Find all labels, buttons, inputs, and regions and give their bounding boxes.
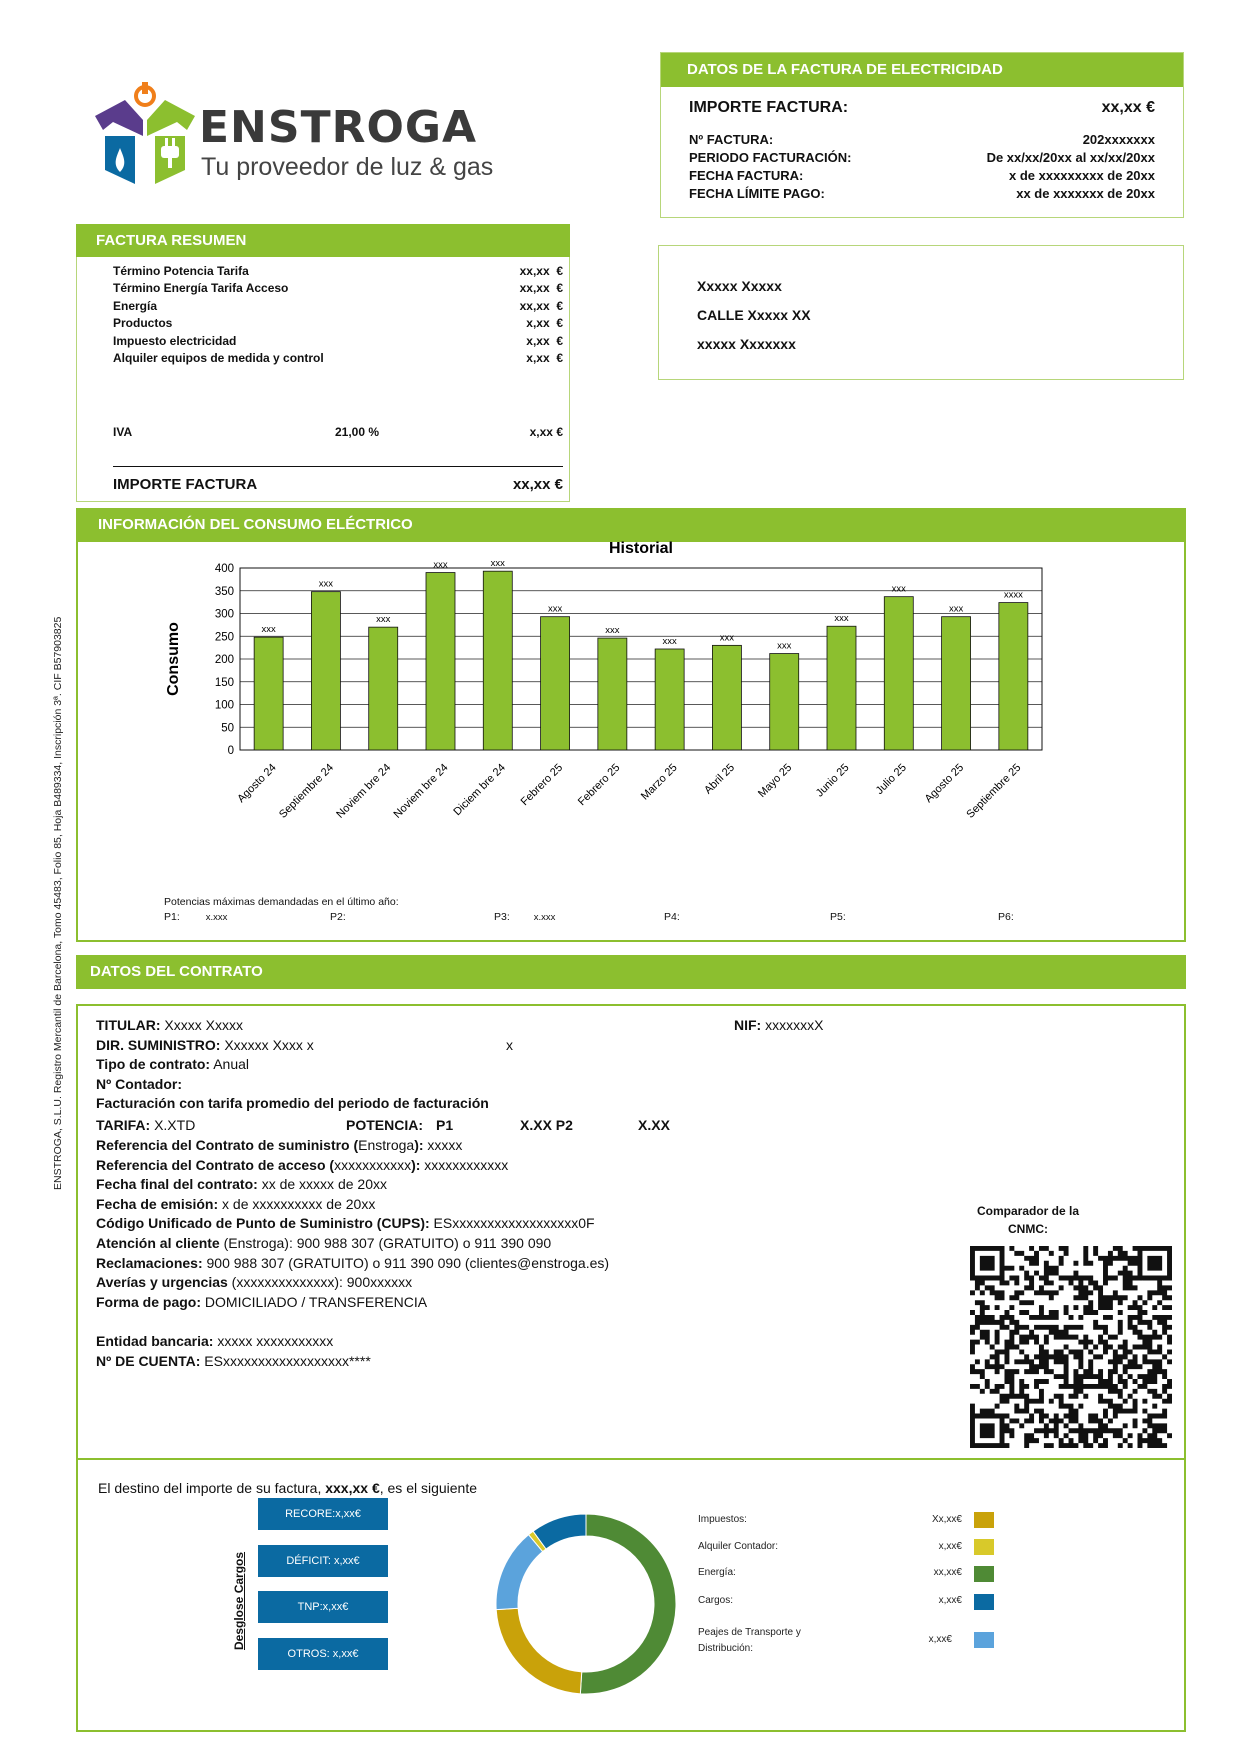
contract-header: DATOS DEL CONTRATO <box>76 955 1186 989</box>
femi-value: x de xxxxxxxxxx de 20xx <box>218 1195 376 1212</box>
contract-entidad <box>96 1332 816 1352</box>
legend-energia-swatch <box>974 1566 994 1582</box>
contract-contador <box>96 1075 816 1095</box>
cups-label: Código Unificado de Punto de Suministro (CUPS): <box>96 1215 430 1232</box>
chart-bar <box>712 645 741 750</box>
legend-peajes-label-line2: Distribución: <box>698 1643 754 1654</box>
consumption-panel <box>76 508 1186 942</box>
chart-data-label: xxx <box>834 613 849 625</box>
potencias-title: Potencias máximas demandadas en el último año: <box>164 896 399 908</box>
importe-label: IMPORTE FACTURA: <box>689 99 849 116</box>
chart-category-label: Febrero 25 <box>518 761 566 809</box>
chart-bar <box>311 592 340 750</box>
legend-energia-value: xx,xx€ <box>933 1567 962 1578</box>
chart-bar <box>942 617 971 750</box>
ffin-value: xx de xxxxx de 20xx <box>257 1176 387 1193</box>
chart-category-label: Agosto 25 <box>922 761 967 806</box>
legend-peajes-label <box>698 1625 801 1657</box>
summary-item-value: xx,xx € <box>519 264 563 278</box>
ref-sum-value: xxxxx <box>423 1136 463 1153</box>
atencion-label: Atención al cliente <box>96 1234 220 1251</box>
invoice-row <box>689 131 1155 149</box>
cnmc-label <box>958 1202 1098 1238</box>
chart-bar <box>655 649 684 750</box>
atencion-value: (Enstroga): 900 988 307 (GRATUITO) o 911 390 090 <box>219 1234 552 1251</box>
summary-total <box>113 476 563 493</box>
chart-category-label: Noviem bre 24 <box>334 761 394 821</box>
destino-text-post: , es el siguiente <box>379 1480 478 1496</box>
summary-item-label: Energía <box>113 298 158 313</box>
donut-segment <box>496 1535 543 1610</box>
destino-amount: xxx,xx € <box>325 1480 380 1496</box>
contract-reclamaciones <box>96 1254 816 1274</box>
chart-ytick-label: 50 <box>221 722 234 735</box>
nif-value: xxxxxxxX <box>761 1017 824 1033</box>
pago-value: DOMICILIADO / TRANSFERENCIA <box>201 1293 428 1310</box>
summary-item-label: Alquiler equipos de medida y control <box>113 351 324 366</box>
summary-item <box>113 315 563 332</box>
legend-cargos-swatch <box>974 1594 994 1610</box>
chart-bar <box>254 637 283 750</box>
chart-category-label: Septiembre 25 <box>964 761 1024 821</box>
contract-ref-suministro <box>96 1136 816 1156</box>
chart-ytick-label: 350 <box>214 585 234 598</box>
chart-data-label: xxx <box>948 603 964 615</box>
averias-value: (xxxxxxxxxxxxxx): 900xxxxxx <box>227 1274 413 1291</box>
tarifa-value: X.XTD <box>150 1116 196 1133</box>
chart-data-label: xxx <box>719 632 735 644</box>
pago-label: Forma de pago: <box>96 1293 202 1310</box>
invoice-details <box>661 117 1183 203</box>
summary-item <box>113 333 563 350</box>
chart-bar <box>541 617 570 750</box>
legend-energia-label: Energía: <box>698 1567 736 1578</box>
destino-text <box>98 1480 477 1496</box>
iva-rate: 21,00 % <box>335 425 380 439</box>
summary-item-label: Impuesto electricidad <box>113 333 237 348</box>
chart-bar <box>598 638 627 750</box>
chart-title: Historial <box>608 540 674 557</box>
legend-impuestos-swatch <box>974 1512 994 1528</box>
contract-titular <box>96 1016 816 1036</box>
potencia-value: x.xxx <box>533 912 556 923</box>
address-city: xxxxx Xxxxxxx <box>697 336 796 352</box>
contract-lines <box>96 1016 816 1372</box>
summary-item <box>113 350 563 367</box>
summary-item <box>113 298 563 315</box>
legend-alquiler-swatch <box>974 1539 994 1555</box>
invoice-row-label: Nº FACTURA: <box>689 132 774 147</box>
potencia-label: P2: <box>330 911 346 923</box>
potencia-p4 <box>664 911 680 923</box>
tarifa-label: TARIFA: <box>96 1116 151 1133</box>
summary-item-label: Término Energía Tarifa Acceso <box>113 281 289 296</box>
nif-label: NIF: <box>734 1017 762 1033</box>
contador-label: Nº Contador: <box>96 1075 182 1092</box>
potencia-value: x.xxx <box>205 912 228 923</box>
chart-bar <box>770 654 799 750</box>
potencia-label: P5: <box>830 911 846 923</box>
contract-fecha-final <box>96 1175 816 1195</box>
potencia-p5 <box>830 911 846 923</box>
invoice-row <box>689 185 1155 203</box>
invoice-data-panel <box>660 52 1184 218</box>
chart-data-label: xxx <box>318 578 334 590</box>
ref-acc-label: Referencia del Contrato de acceso ( <box>96 1156 335 1173</box>
chart-data-label: xxx <box>777 640 792 652</box>
iva-label: IVA <box>113 425 133 439</box>
chart-ytick-label: 100 <box>214 699 234 712</box>
contract-fecha-emision <box>96 1195 816 1215</box>
titular-label: TITULAR: <box>96 1017 161 1033</box>
invoice-row <box>689 167 1155 185</box>
cnmc-qr-code[interactable] <box>970 1246 1172 1448</box>
brand-tagline: Tu proveedor de luz & gas <box>201 153 494 181</box>
femi-label: Fecha de emisión: <box>96 1195 219 1212</box>
chart-ytick-label: 0 <box>227 745 234 757</box>
chart-bar <box>999 603 1028 750</box>
chart-category-label: Junio 25 <box>813 761 852 800</box>
contract-atencion <box>96 1234 816 1254</box>
contract-ref-acceso <box>96 1156 816 1176</box>
chart-data-label: xxx <box>490 558 505 570</box>
banco-value: xxxxx xxxxxxxxxxx <box>213 1333 334 1350</box>
invoice-row <box>689 149 1155 167</box>
iva-row <box>113 425 563 439</box>
cargo-recore: RECORE:x,xx€ <box>258 1498 388 1530</box>
chart-category-label: Agosto 24 <box>235 761 279 806</box>
summary-item-value: x,xx € <box>526 316 563 331</box>
cargo-deficit: DÉFICIT: x,xx€ <box>258 1545 388 1577</box>
summary-item-value: xx,xx € <box>519 281 563 296</box>
chart-data-label: xxxx <box>1003 589 1023 601</box>
contract-cups <box>96 1214 816 1234</box>
chart-bar <box>483 571 512 750</box>
chart-bar <box>426 573 455 750</box>
contract-panel <box>76 1004 1186 1460</box>
legend-impuestos-label: Impuestos: <box>698 1514 747 1525</box>
chart-data-label: xxx <box>605 625 620 637</box>
contract-forma-pago <box>96 1293 816 1313</box>
potencia-label: P6: <box>998 911 1014 923</box>
dir-value: Xxxxxx Xxxx x <box>220 1036 314 1053</box>
cups-value: ESxxxxxxxxxxxxxxxxxx0F <box>429 1215 595 1232</box>
banco-label: Entidad bancaria: <box>96 1333 214 1350</box>
legend-peajes-label-line1: Peajes de Transporte y <box>698 1627 801 1638</box>
chart-ytick-label: 250 <box>214 631 234 644</box>
ref-acc-value: xxxxxxxxxxxx <box>420 1156 509 1173</box>
potencia-label: P1: <box>164 911 180 923</box>
logo <box>95 78 515 188</box>
contract-nif <box>734 1016 823 1036</box>
ref-acc-mid: xxxxxxxxxxx <box>334 1156 412 1173</box>
chart-ylabel: Consumo <box>165 622 182 696</box>
tipo-value: Anual <box>210 1056 250 1073</box>
chart-category-label: Abril 25 <box>702 761 738 797</box>
contract-cuenta <box>96 1352 816 1372</box>
cuenta-label: Nº DE CUENTA: <box>96 1352 201 1369</box>
reclamaciones-label: Reclamaciones: <box>96 1254 203 1271</box>
legend-impuestos-value: Xx,xx€ <box>931 1514 962 1525</box>
cuenta-value: ESxxxxxxxxxxxxxxxxxx**** <box>200 1352 371 1369</box>
chart-data-label: xxx <box>433 559 448 571</box>
summary-item-value: x,xx € <box>526 333 563 348</box>
legend-alquiler-label: Alquiler Contador: <box>698 1541 779 1552</box>
potencia-p2-value: X.XX <box>638 1116 670 1133</box>
potencia-p1-label: P1 <box>436 1116 454 1133</box>
invoice-row-value: De xx/xx/20xx al xx/xx/20xx <box>986 150 1155 165</box>
contract-tipo <box>96 1055 816 1075</box>
chart-category-label: Septiembre 24 <box>276 761 337 821</box>
chart-category-label: Mayo 25 <box>756 761 795 800</box>
chart-data-label: xxx <box>547 603 563 615</box>
summary-item <box>113 263 563 280</box>
chart-category-label: Febrero 25 <box>575 761 623 809</box>
cnmc-label-line1: Comparador de la <box>976 1204 1080 1218</box>
legend-peajes-value: x,xx€ <box>928 1634 952 1645</box>
potencia-p1-value: X.XX P2 <box>520 1116 573 1133</box>
donut-segment <box>580 1514 676 1694</box>
desglose-label: Desglose Cargos <box>232 1551 246 1650</box>
legend-cargos-value: x,xx€ <box>938 1595 962 1606</box>
chart-ytick-label: 300 <box>214 608 234 621</box>
contract-promedio <box>96 1094 816 1114</box>
invoice-row-label: FECHA FACTURA: <box>689 168 804 183</box>
potencia-label: P3: <box>494 911 510 923</box>
summary-items <box>77 257 569 367</box>
ref-sum-mid: Enstroga <box>358 1136 415 1153</box>
reclamaciones-value: 900 988 307 (GRATUITO) o 911 390 090 (clientes@enstroga.es) <box>202 1254 610 1271</box>
donut-segment <box>496 1608 582 1694</box>
contract-tarifa <box>96 1114 816 1136</box>
ref-acc-label2: ): <box>411 1156 421 1173</box>
chart-bar <box>827 626 856 750</box>
summary-panel <box>76 224 570 502</box>
tipo-label: Tipo de contrato: <box>96 1056 211 1073</box>
invoice-row-label: FECHA LÍMITE PAGO: <box>689 186 825 201</box>
potencia-p6 <box>998 911 1014 923</box>
chart-data-label: xxx <box>662 635 677 647</box>
chart-category-label: Julio 25 <box>873 761 909 797</box>
potencia-label: POTENCIA: <box>346 1116 423 1133</box>
cnmc-label-line2: CNMC: <box>1008 1222 1048 1236</box>
ffin-label: Fecha final del contrato: <box>96 1176 258 1193</box>
address-street: CALLE Xxxxx XX <box>697 307 811 323</box>
summary-total-label: IMPORTE FACTURA <box>113 476 258 493</box>
cargo-otros: OTROS: x,xx€ <box>258 1638 388 1670</box>
potencia-p1 <box>164 911 227 923</box>
promedio-text: Facturación con tarifa promedio del periodo de facturación <box>96 1095 489 1112</box>
summary-item-label: Término Potencia Tarifa <box>113 264 249 278</box>
summary-header: FACTURA RESUMEN <box>76 224 570 257</box>
invoice-row-value: xx de xxxxxxx de 20xx <box>1016 186 1155 201</box>
registry-side-text: ENSTROGA, S.L.U. Registro Mercantil de Barcelona, Tomo 45483, Folio 85, Hoja B489334, Inscripción 3ª. CIF B57903825 <box>52 616 64 1190</box>
potencia-p3 <box>494 911 555 923</box>
summary-item-value: x,xx € <box>526 351 563 366</box>
invoice-row-label: PERIODO FACTURACIÓN: <box>689 150 852 165</box>
consumption-header: INFORMACIÓN DEL CONSUMO ELÉCTRICO <box>76 508 1186 542</box>
contract-averias <box>96 1273 816 1293</box>
chart-data-label: xxx <box>261 624 276 636</box>
iva-value: x,xx € <box>529 425 563 439</box>
invoice-data-header: DATOS DE LA FACTURA DE ELECTRICIDAD <box>661 53 1183 87</box>
contract-dir <box>96 1036 816 1056</box>
chart-ytick-label: 400 <box>214 563 234 575</box>
invoice-row-value: x de xxxxxxxxx de 20xx <box>1008 168 1155 183</box>
dir-extra: x <box>506 1036 513 1053</box>
ref-sum-label2: ): <box>414 1136 424 1153</box>
summary-divider <box>113 466 563 467</box>
brand-name: ENSTROGA <box>199 102 478 153</box>
chart-bar <box>369 627 398 750</box>
summary-item-value: xx,xx € <box>519 298 563 313</box>
cargo-tnp: TNP:x,xx€ <box>258 1591 388 1623</box>
summary-total-value: xx,xx € <box>512 476 563 493</box>
ref-sum-label: Referencia del Contrato de suministro ( <box>96 1136 359 1153</box>
averias-label: Averías y urgencias <box>96 1274 228 1291</box>
potencia-p2 <box>330 911 346 923</box>
legend-cargos-label: Cargos: <box>698 1595 734 1606</box>
invoice-row-value: 202xxxxxxx <box>1082 132 1155 147</box>
summary-item-label: Productos <box>113 316 173 331</box>
consumption-chart <box>78 540 1178 900</box>
destino-donut-chart <box>486 1504 686 1704</box>
importe-value: xx,xx € <box>1101 99 1155 116</box>
potencia-label: P4: <box>664 911 680 923</box>
address-box <box>658 245 1184 380</box>
logo-icon <box>95 78 195 188</box>
destino-panel <box>76 1458 1186 1732</box>
chart-data-label: xxx <box>376 614 391 626</box>
chart-ytick-label: 150 <box>214 676 234 689</box>
legend-peajes-swatch <box>974 1632 994 1648</box>
chart-category-label: Marzo 25 <box>638 761 680 803</box>
potencias-row <box>164 911 1164 925</box>
dir-label: DIR. SUMINISTRO: <box>96 1036 221 1053</box>
chart-category-label: Noviem bre 24 <box>391 761 451 821</box>
address-name: Xxxxx Xxxxx <box>697 278 782 294</box>
chart-category-label: Diciem bre 24 <box>451 761 508 819</box>
legend-alquiler-value: x,xx€ <box>938 1541 962 1552</box>
chart-data-label: xxx <box>891 583 906 595</box>
chart-bar <box>884 597 913 750</box>
summary-item <box>113 280 563 297</box>
titular-value: Xxxxx Xxxxx <box>160 1017 244 1033</box>
chart-ytick-label: 200 <box>214 654 234 666</box>
destino-text-pre: El destino del importe de su factura, <box>98 1480 326 1496</box>
